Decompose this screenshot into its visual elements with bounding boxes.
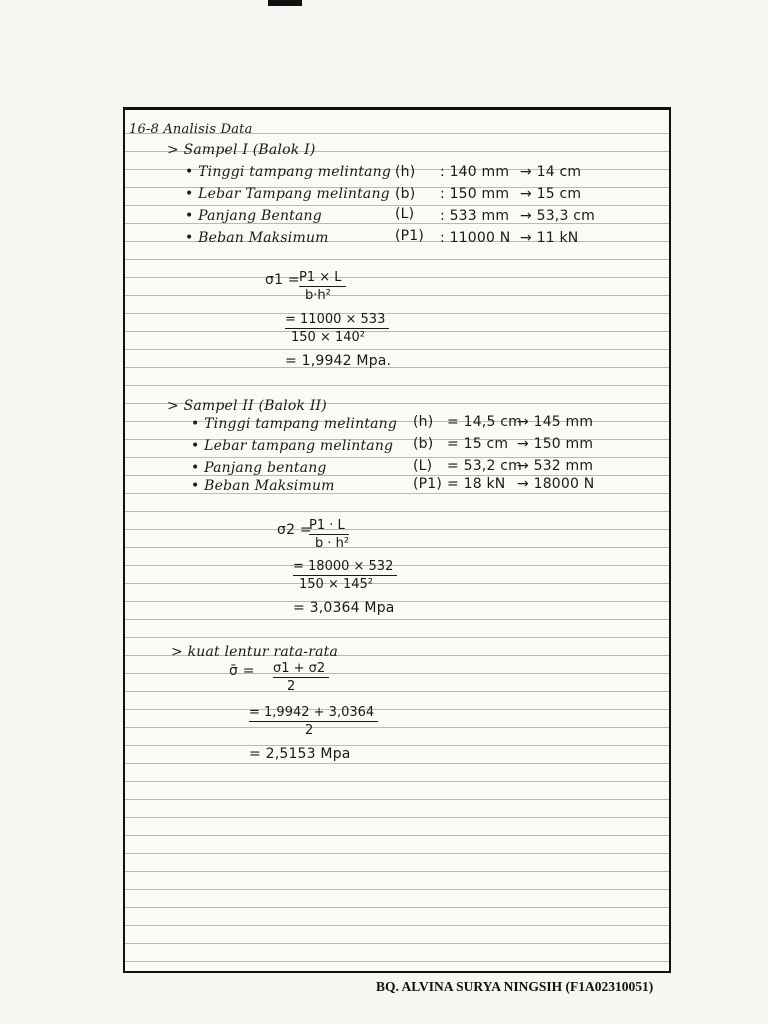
sample1-row-conversion: → 53,3 cm (520, 208, 595, 224)
fraction-denominator: 150 × 140² (291, 330, 365, 345)
sample1-row-conversion: → 15 cm (520, 186, 582, 202)
fraction-denominator: 2 (287, 679, 296, 694)
sample1-row-value: : 150 mm (440, 186, 510, 202)
sample2-title: > Sampel II (Balok II) (167, 398, 327, 414)
sample2-row-value: = 14,5 cm (447, 414, 522, 430)
fraction-numerator: = 1,9942 + 3,0364 (249, 705, 378, 722)
sample2-row-label: • Tinggi tampang melintang (191, 416, 398, 432)
sample1-row-conversion: → 11 kN (520, 230, 579, 246)
fraction-numerator: P1 · L (309, 518, 349, 535)
sample1-formula-lhs: σ1 = (265, 272, 300, 288)
sample1-row-label: • Tinggi tampang melintang (185, 164, 392, 180)
sample1-row-symbol: (h) (395, 164, 416, 180)
average-formula-fraction (273, 661, 329, 694)
sample2-formula-lhs: σ2 = (277, 522, 312, 538)
sample1-row-value: : 533 mm (440, 208, 510, 224)
fraction-numerator: P1 × L (299, 270, 346, 287)
fraction-denominator: 150 × 145² (299, 577, 373, 592)
section-header: 16-8 Analisis Data (129, 122, 253, 137)
sample2-row-conversion: → 532 mm (517, 458, 594, 474)
top-edge-mark (268, 0, 302, 6)
sample1-row-label: • Beban Maksimum (185, 230, 329, 246)
author-footer: BQ. ALVINA SURYA NINGSIH (F1A02310051) (376, 979, 654, 994)
sample1-row-label: • Lebar Tampang melintang (185, 186, 390, 202)
sample1-row-symbol: (L) (395, 206, 415, 222)
sample2-row-label: • Panjang bentang (191, 460, 327, 476)
sample1-result: = 1,9942 Mpa. (285, 353, 392, 369)
average-result: = 2,5153 Mpa (249, 746, 351, 762)
sample1-row-symbol: (P1) (395, 228, 425, 244)
sample1-row-symbol: (b) (395, 186, 416, 202)
sample2-row-label: • Lebar tampang melintang (191, 438, 394, 454)
sample2-row-conversion: → 145 mm (517, 414, 594, 430)
fraction-numerator: = 11000 × 533 (285, 312, 389, 329)
sample1-row-value: : 140 mm (440, 164, 510, 180)
sample1-substitution (285, 312, 389, 345)
sample1-row-label: • Panjang Bentang (185, 208, 322, 224)
fraction-numerator: σ1 + σ2 (273, 661, 329, 678)
sample1-row-value: : 11000 N (440, 230, 511, 246)
sample2-row-symbol: (h) (413, 414, 434, 430)
fraction-numerator: = 18000 × 532 (293, 559, 397, 576)
sample2-row-symbol: (L) (413, 458, 433, 474)
sample2-row-conversion: → 150 mm (517, 436, 594, 452)
average-title: > kuat lentur rata-rata (171, 644, 339, 660)
sample2-row-label: • Beban Maksimum (191, 478, 335, 494)
sample1-title: > Sampel I (Balok I) (167, 142, 316, 158)
sample2-row-symbol: (b) (413, 436, 434, 452)
fraction-denominator: 2 (305, 723, 314, 738)
sample2-result: = 3,0364 Mpa (293, 600, 395, 616)
average-formula-lhs: σ̄ = (229, 663, 255, 679)
sample2-row-symbol: (P1) (413, 476, 443, 492)
sample2-row-value: = 15 cm (447, 436, 509, 452)
sample1-formula-fraction (299, 270, 346, 303)
sample1-row-conversion: → 14 cm (520, 164, 582, 180)
average-substitution (249, 705, 378, 738)
lined-paper-sheet (123, 107, 671, 973)
sample2-substitution (293, 559, 397, 592)
fraction-denominator: b·h² (305, 288, 331, 303)
sample2-row-conversion: → 18000 N (517, 476, 595, 492)
sample2-formula-fraction (309, 518, 353, 551)
sample2-row-value: = 18 kN (447, 476, 506, 492)
sample2-row-value: = 53,2 cm (447, 458, 522, 474)
fraction-denominator: b · h² (315, 536, 350, 551)
